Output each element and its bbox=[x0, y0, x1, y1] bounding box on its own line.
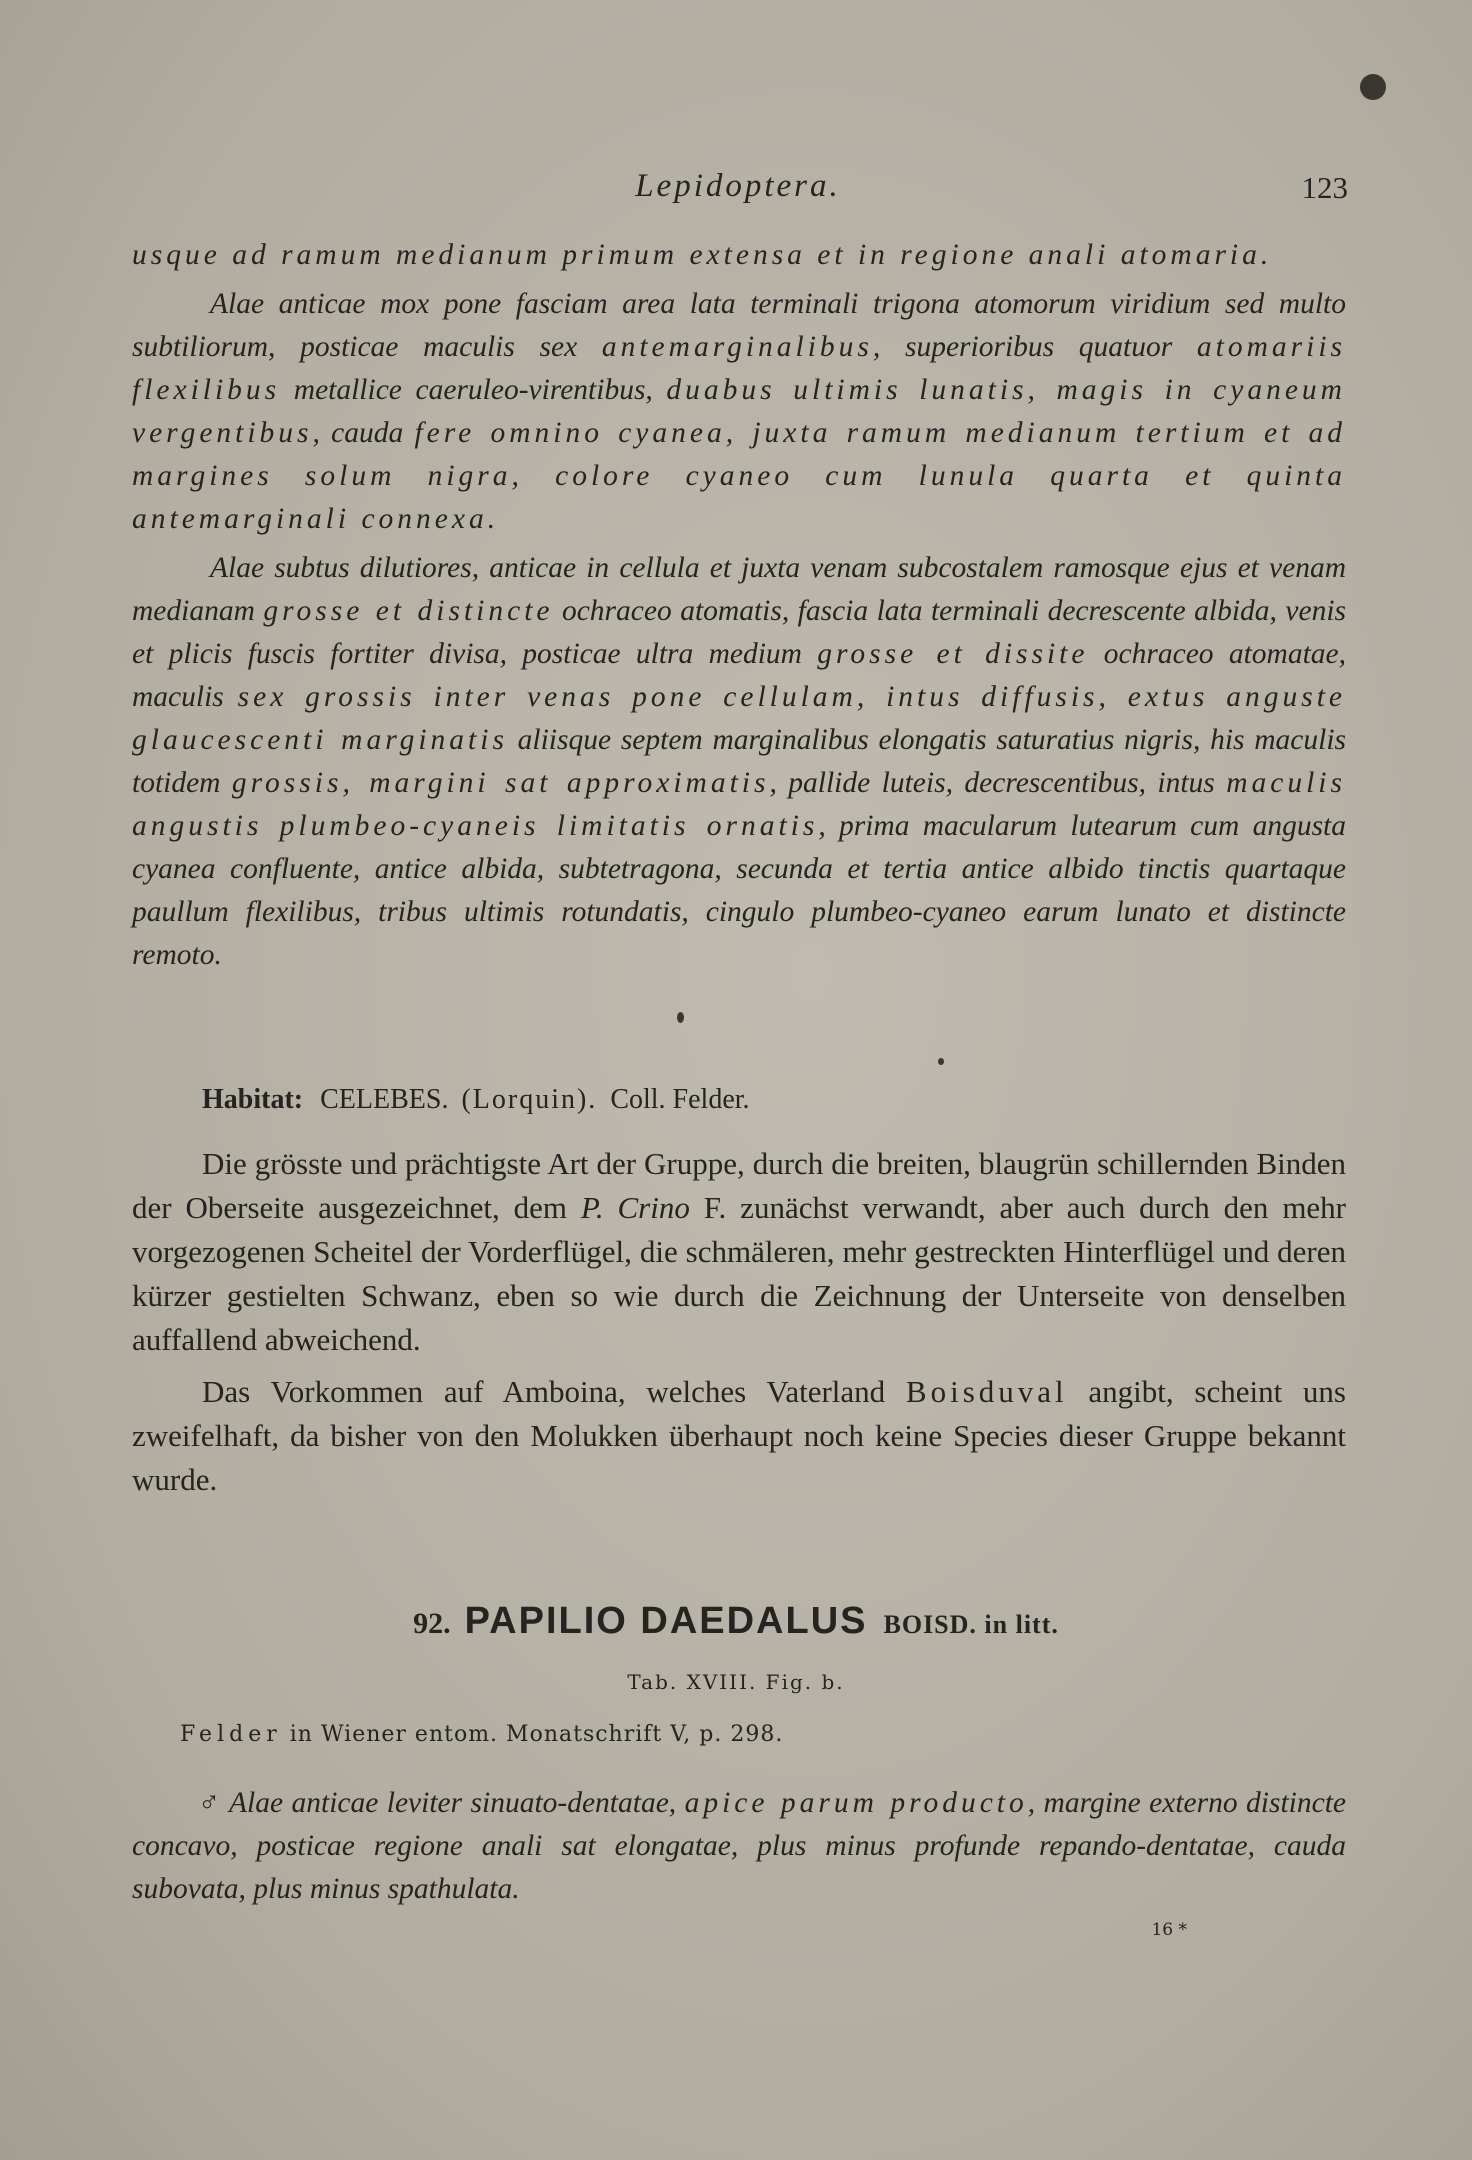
text-run: atomariis flexilibus bbox=[132, 331, 1346, 406]
species-name: PAPILIO DAEDALUS bbox=[464, 1600, 868, 1642]
literature-reference bbox=[180, 1722, 783, 1747]
page-number: 123 bbox=[1301, 170, 1348, 205]
running-head bbox=[128, 168, 1348, 216]
species-description bbox=[132, 1782, 1346, 1911]
text-run: Alae anticae mox pone fasciam area lata terminali trigona atomorum viridium sed multo subtiliorum, posticae maculis sex bbox=[132, 288, 1346, 363]
author-name: Boisduval bbox=[905, 1374, 1068, 1409]
text-run: , prima macularum lutearum cum angusta cyanea confluente, antice albida, subtetragona, secunda et tertia antice albido tinctis quartaque paullum flexilibus, tribus ultimis rotundatis, cingulo plumbeo-cyaneo earum lunato et distincte remoto. bbox=[132, 810, 1346, 971]
ink-spot bbox=[1360, 74, 1386, 100]
latin-paragraph-1 bbox=[132, 234, 1346, 277]
species-authority: BOISD. in litt. bbox=[883, 1610, 1059, 1639]
species-header bbox=[0, 1600, 1472, 1643]
text-run: metallice caeruleo-virentibus, bbox=[280, 374, 667, 406]
text-run: grosse et distincte bbox=[263, 595, 554, 627]
species-reference: P. Crino bbox=[580, 1190, 690, 1225]
text-run: angibt, scheint uns zweifelhaft, da bisher von den Molukken überhaupt noch keine Species dieser Gruppe bekannt wurde. bbox=[132, 1374, 1346, 1497]
text-run: ochraceo atomatae, maculis bbox=[132, 638, 1346, 713]
german-commentary bbox=[132, 1142, 1346, 1502]
latin-paragraph-2 bbox=[132, 283, 1346, 541]
text-run: duabus ultimis lunatis, magis in cyaneum vergentibus bbox=[132, 374, 1346, 449]
text-run: , cauda bbox=[312, 417, 415, 449]
text-run: , margine externo distincte concavo, posticae regione anali sat elongatae, plus minus profunde repando-dentatae, cauda subovata, plus minus spathulata. bbox=[132, 1787, 1346, 1905]
latin-description bbox=[132, 234, 1346, 977]
text-run: Die grösste und prächtigste Art der Gruppe, durch die breiten, blaugrün schillernden Binden der Oberseite ausgezeichnet, dem bbox=[132, 1146, 1346, 1225]
description-paragraph bbox=[132, 1782, 1346, 1911]
habitat-collection: Coll. Felder. bbox=[610, 1084, 750, 1115]
text-run: apice parum producto bbox=[684, 1787, 1028, 1819]
habitat-place: CELEBES. bbox=[320, 1084, 449, 1115]
literature-author: Felder bbox=[180, 1722, 282, 1747]
habitat-collector: (Lorquin). bbox=[461, 1084, 598, 1115]
habitat-line bbox=[202, 1080, 1302, 1120]
plate-reference: Tab. XVIII. Fig. b. bbox=[627, 1670, 845, 1694]
text-run: grosse et dissite bbox=[817, 638, 1089, 670]
text-run: fere omnino cyanea, juxta ramum medianum tertium et ad margines solum nigra, colore cyaneo cum lunula quarta et quinta antemarginali connexa. bbox=[132, 417, 1346, 535]
german-paragraph-1 bbox=[132, 1142, 1346, 1362]
text-run: grossis, margini sat approximatis bbox=[231, 767, 770, 799]
latin-paragraph-3 bbox=[132, 547, 1346, 977]
text-run: sex grossis inter venas pone cellulam, intus diffusis, extus anguste glaucescenti marginatis bbox=[132, 681, 1346, 756]
ink-spot bbox=[677, 1012, 684, 1023]
text-run: maculis angustis plumbeo-cyaneis limitatis ornatis bbox=[132, 767, 1346, 842]
text-run: aliisque septem marginalibus elongatis saturatius nigris, his maculis totidem bbox=[132, 724, 1346, 799]
ink-spot bbox=[938, 1058, 944, 1065]
text-run: F. zunächst verwandt, aber auch durch den mehr vorgezogenen Scheitel der Vorderflügel, die schmäleren, mehr gestreckten Hinterflügel und deren kürzer gestielten Schwanz, eben so wie durch die Zeichnung der Unterseite von denselben auffallend abweichend. bbox=[132, 1190, 1347, 1357]
text-run: ♂ Alae anticae leviter sinuato-dentatae, bbox=[198, 1787, 685, 1819]
habitat-label: Habitat: bbox=[202, 1084, 304, 1115]
running-head-title: Lepidoptera. bbox=[635, 168, 841, 204]
text-run: , superioribus quatuor bbox=[872, 331, 1197, 363]
german-paragraph-2 bbox=[132, 1370, 1346, 1502]
text-run: ochraceo atomatis, fascia lata terminali decrescente albida, venis et plicis fuscis fortiter divisa, posticae ultra medium bbox=[132, 595, 1347, 670]
text-run: , pallide luteis, decrescentibus, intus bbox=[769, 767, 1227, 799]
text-run: antemarginalibus bbox=[601, 331, 873, 363]
text-run: Das Vorkommen auf Amboina, welches Vaterland bbox=[202, 1374, 906, 1409]
literature-citation: in Wiener entom. Monatschrift V, p. 298. bbox=[281, 1722, 784, 1747]
text-run: Alae subtus dilutiores, anticae in cellula et juxta venam subcostalem ramosque ejus et venam medianam bbox=[132, 552, 1346, 627]
signature-mark: 16 * bbox=[1151, 1920, 1187, 1940]
species-number: 92. bbox=[413, 1607, 451, 1640]
text-run: usque ad ramum medianum primum extensa et in regione anali atomaria. bbox=[132, 239, 1273, 271]
